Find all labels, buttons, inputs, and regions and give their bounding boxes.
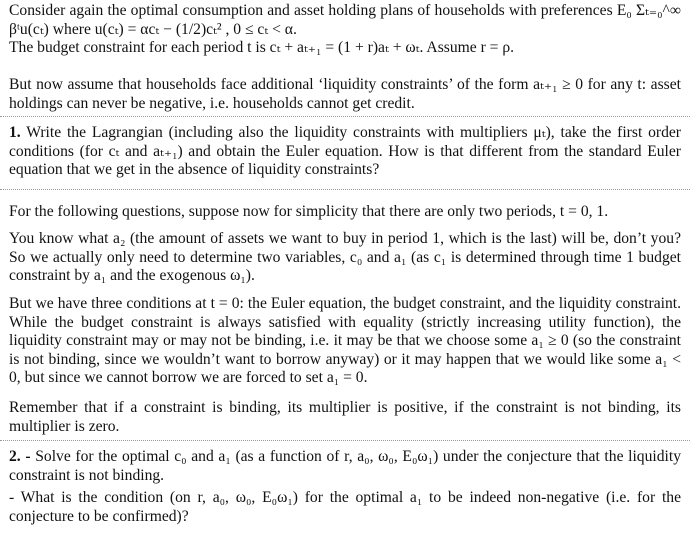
three-conditions-paragraph: But we have three conditions at t = 0: the Euler equation, the budget constraint, and the liquidity constraint. While the budget constraint is always satisfied with equality (strictly increasing utility function), the liquidity constraint may or may not be binding, i.e. it may be that we choose some a₁ ≥ 0 (so the constraint is not binding, since we wouldn’t want to borrow anyway) or it may happen that we would like some a₁ < 0, but since we cannot borrow we are forced to set a₁ = 0. xyxy=(9,295,681,387)
separator-rule xyxy=(0,116,690,117)
a2-paragraph: You know what a₂ (the amount of assets we want to buy in period 1, which is the last) will be, don’t you? So we actually only need to determine two variables, c₀ and a₁ (as c₁ is determined through time 1 budget constraint by a₁ and the exogenous ω₁). xyxy=(9,230,681,285)
two-period-paragraph: For the following questions, suppose now for simplicity that there are only two periods, t = 0, 1. xyxy=(9,203,609,220)
question-1-text: Write the Lagrangian (including also the liquidity constraints with multipliers μₜ), take the first order conditions (for cₜ and aₜ₊₁) and obtain the Euler equation. How is that different from the standard Euler equation that we get in the absence of liquidity constraints? xyxy=(9,124,681,179)
question-2-number: 2. - xyxy=(9,448,31,465)
budget-constraint-line: The budget constraint for each period t is cₜ + aₜ₊₁ = (1 + r)aₜ + ωₜ. Assume r = ρ. xyxy=(9,39,515,56)
intro-paragraph: Consider again the optimal consumption and asset holding plans of households with preferences E₀ Σₜ₌₀^∞ βᵗu(cₜ) where u(cₜ) = αcₜ − (1/2)cₜ² , 0 ≤ cₜ < α. xyxy=(9,2,681,38)
question-2-text: Solve for the optimal c₀ and a₁ (as a function of r, a₀, ω₀, E₀ω₁) under the conjecture that the liquidity constraint is not binding. xyxy=(9,448,681,484)
separator-rule xyxy=(0,189,690,190)
question-1-number: 1. xyxy=(9,124,21,141)
separator-rule xyxy=(0,440,690,441)
multiplier-remark: Remember that if a constraint is binding, its multiplier is positive, if the constraint is not binding, its multiplier is zero. xyxy=(9,399,681,435)
question-1 xyxy=(9,124,681,180)
question-2-subquestion: - What is the condition (on r, a₀, ω₀, E₀ω₁) for the optimal a₁ to be indeed non-negative (i.e. for the conjecture to be confirmed)? xyxy=(9,489,681,525)
liquidity-constraint-paragraph: But now assume that households face additional ‘liquidity constraints’ of the form aₜ₊₁ ≥ 0 for any t: asset holdings can never be negative, i.e. households cannot get credit. xyxy=(9,76,681,112)
question-2 xyxy=(9,448,681,485)
